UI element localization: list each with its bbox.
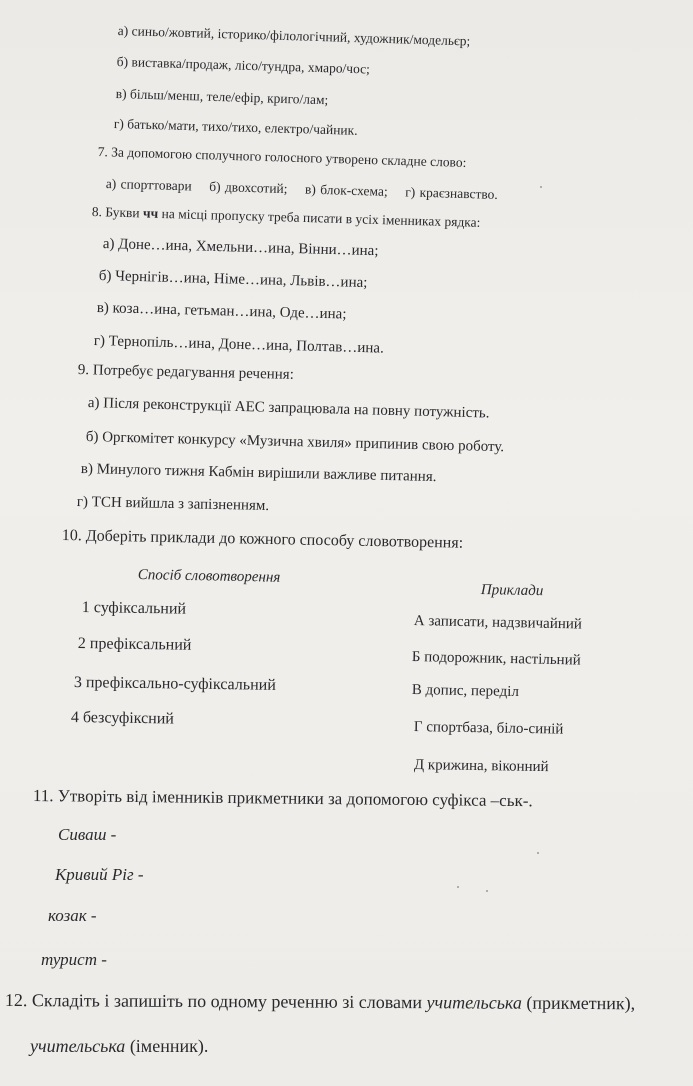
q10-col-method-header: Спосіб словотворення [137, 567, 281, 586]
q12-word2: учительська [30, 1036, 126, 1056]
q12-part3: (іменник). [125, 1036, 209, 1056]
q11-question: 11. Утворіть від іменників прикметники за допомогою суфікса –ськ-. [32, 786, 533, 811]
q8-rest: на місці пропуску треба писати в усіх іменниках рядка: [158, 205, 481, 230]
q10-example-d: Д крижина, віконний [413, 757, 549, 776]
q10-method-1: 1 суфіксальний [81, 599, 187, 618]
q12-part2: (прикметник), [521, 992, 636, 1014]
q8-number: 8. Букви [91, 204, 144, 221]
q8-option-g: г) Тернопіль…ина, Доне…ина, Полтав…ина. [93, 333, 385, 357]
q12-question-line2 [30, 1037, 208, 1055]
q6-option-v: в) більш/менш, теле/ефір, криго/лам; [115, 86, 329, 108]
paper-speck [540, 186, 542, 188]
q10-example-a: А записати, надзвичайний [413, 613, 583, 633]
q9-option-b: б) Оргкомітет конкурсу «Музична хвиля» припинив свою роботу. [85, 429, 505, 456]
q10-example-v: В допис, переділ [411, 682, 520, 701]
q8-option-a: а) Доне…ина, Хмельни…ина, Вінни…ина; [102, 236, 379, 260]
paper-speck [486, 890, 488, 892]
q10-col-examples-header: Приклади [480, 582, 544, 600]
paper-speck [457, 886, 459, 888]
q8-letters: чч [142, 205, 159, 221]
q11-word-turyst: турист - [41, 950, 107, 969]
q7-question: 7. За допомогою сполучного голосного утворено складне слово: [97, 144, 467, 170]
q10-question: 10. Доберіть приклади до кожного способу словотворення: [61, 527, 464, 552]
q8-option-v: в) коза…ина, гетьман…ина, Оде…ина; [96, 300, 347, 323]
q12-part1: 12. Складіть і запишіть по одному реченню зі словами [4, 990, 427, 1013]
q6-option-g: г) батько/мати, тихо/тихо, електро/чайник. [113, 116, 358, 138]
q9-option-v: в) Минулого тижня Кабмін вирішили важливе питання. [80, 461, 437, 486]
q12-question-line1 [5, 991, 635, 1012]
q8-question [92, 205, 481, 229]
q11-word-sivash: Сиваш - [58, 825, 117, 844]
q10-example-b: Б подорожник, настільний [411, 649, 581, 669]
q9-option-a: а) Після реконструкції АЕС запрацювала на повну потужність. [87, 395, 490, 422]
q9-question: 9. Потребує редагування речення: [77, 362, 295, 383]
q11-word-kryvyi-rih: Кривий Ріг - [55, 865, 144, 884]
paper-speck [537, 852, 539, 854]
q10-example-g: Г спортбаза, біло-синій [413, 719, 564, 738]
q6-option-a: а) синьо/жовтий, історико/філологічний, художник/модельєр; [117, 23, 471, 49]
q8-option-b: б) Чернігів…ина, Німе…ина, Львів…ина; [98, 268, 368, 292]
q6-option-b: б) виставка/продаж, лісо/тундра, хмаро/чос; [116, 54, 371, 77]
q10-method-4: 4 безсуфіксний [70, 709, 175, 728]
q7-answers: а) спорттовари б) двохсотий; в) блок-схема; г) краєзнавство. [105, 176, 499, 202]
q11-word-kozak: козак - [48, 906, 97, 925]
q9-option-g: г) ТСН вийшла з запізненням. [76, 494, 270, 515]
q10-method-3: 3 префіксально-суфіксальний [73, 674, 276, 694]
q12-word1: учительська [426, 992, 522, 1013]
q10-method-2: 2 префіксальний [77, 635, 192, 654]
